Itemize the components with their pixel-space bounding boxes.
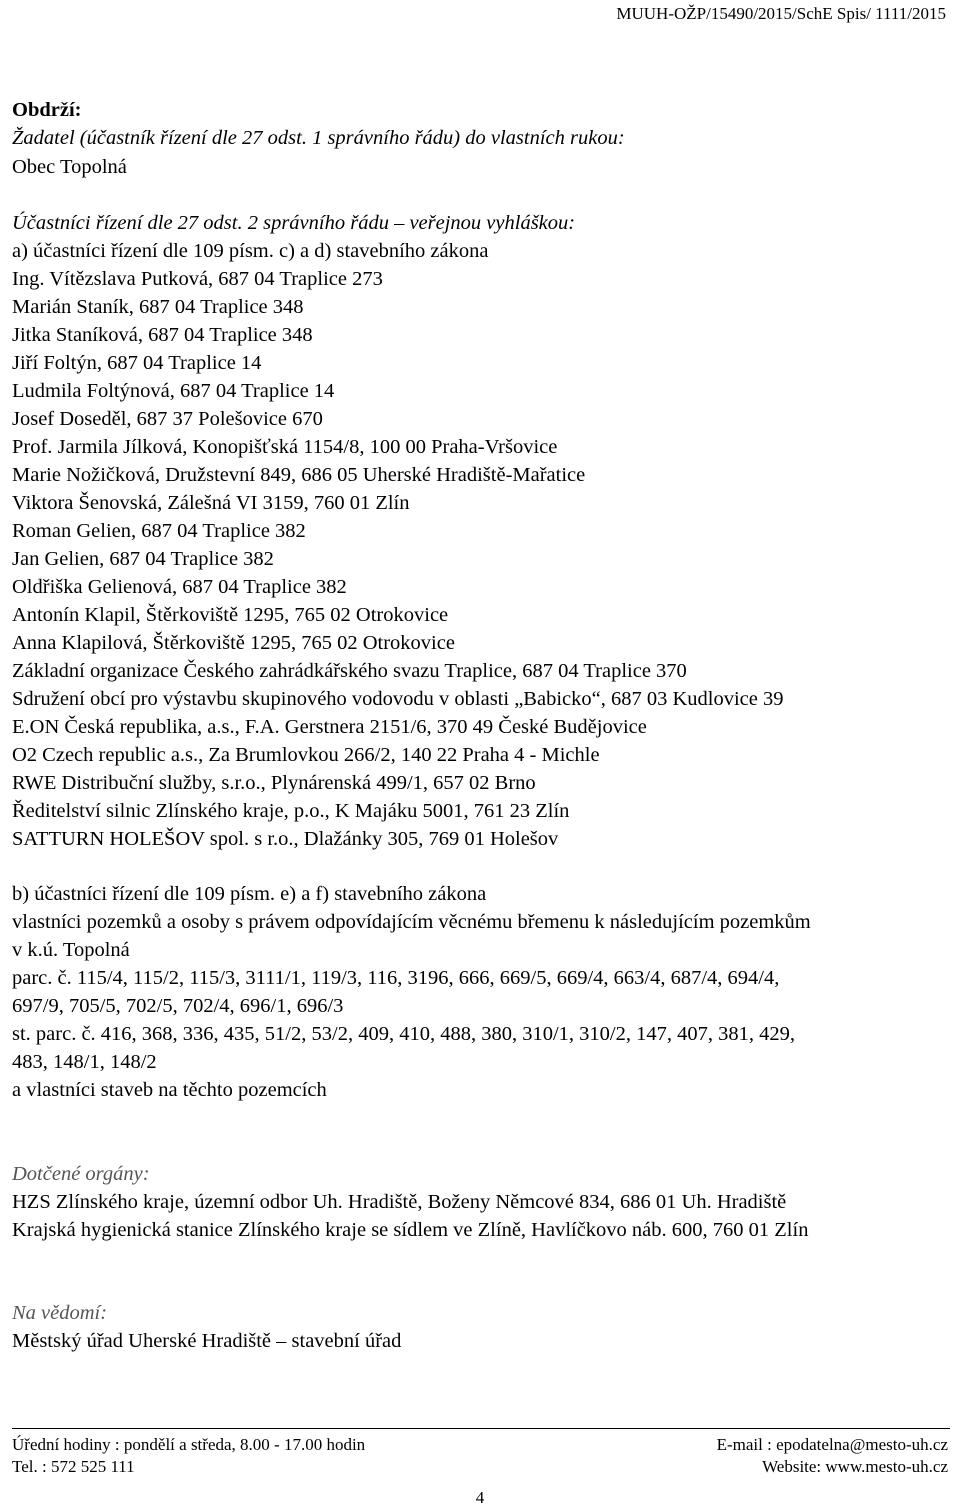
list-item: Ludmila Foltýnová, 687 04 Traplice 14 xyxy=(12,380,335,402)
list-item: Antonín Klapil, Štěrkoviště 1295, 765 02 Otrokovice xyxy=(12,604,449,626)
list-item: Viktora Šenovská, Zálešná VI 3159, 760 01 Zlín xyxy=(12,492,410,514)
group-a-heading: a) účastníci řízení dle 109 písm. c) a d) stavebního zákona xyxy=(12,240,489,262)
list-item: parc. č. 115/4, 115/2, 115/3, 3111/1, 119/3, 116, 3196, 666, 669/5, 669/4, 663/4, 687/4, 694/4, xyxy=(12,967,780,989)
list-item: Ředitelství silnic Zlínského kraje, p.o., K Majáku 5001, 761 23 Zlín xyxy=(12,800,570,822)
list-item: Ing. Vítězslava Putková, 687 04 Traplice 273 xyxy=(12,268,383,290)
list-item: Prof. Jarmila Jílková, Konopišťská 1154/8, 100 00 Praha-Vršovice xyxy=(12,436,558,458)
for-information-heading: Na vědomí: xyxy=(12,1302,108,1324)
list-item: E.ON Česká republika, a.s., F.A. Gerstnera 2151/6, 370 49 České Budějovice xyxy=(12,716,647,738)
footer-email: E-mail : epodatelna@mesto-uh.cz xyxy=(716,1435,948,1454)
list-item: Josef Doseděl, 687 37 Polešovice 670 xyxy=(12,408,323,430)
list-item: Městský úřad Uherské Hradiště – stavební úřad xyxy=(12,1330,402,1352)
recipients-heading: Obdrží: xyxy=(12,99,82,121)
list-item: Anna Klapilová, Štěrkoviště 1295, 765 02 Otrokovice xyxy=(12,632,455,654)
list-item: Základní organizace Českého zahrádkářského svazu Traplice, 687 04 Traplice 370 xyxy=(12,660,687,682)
applicant-name: Obec Topolná xyxy=(12,156,127,178)
list-item: 483, 148/1, 148/2 xyxy=(12,1051,157,1073)
list-item: v k.ú. Topolná xyxy=(12,939,130,961)
list-item: RWE Distribuční služby, s.r.o., Plynárenská 499/1, 657 02 Brno xyxy=(12,772,536,794)
group-b-heading: b) účastníci řízení dle 109 písm. e) a f) stavebního zákona xyxy=(12,883,487,905)
list-item: a vlastníci staveb na těchto pozemcích xyxy=(12,1079,327,1101)
list-item: O2 Czech republic a.s., Za Brumlovkou 266/2, 140 22 Praha 4 - Michle xyxy=(12,744,600,766)
document-reference: MUUH-OŽP/15490/2015/SchE Spis/ 1111/2015 xyxy=(616,4,946,23)
footer-phone: Tel. : 572 525 111 xyxy=(12,1457,135,1476)
list-item: Jiří Foltýn, 687 04 Traplice 14 xyxy=(12,352,262,374)
list-item: Marián Staník, 687 04 Traplice 348 xyxy=(12,296,304,318)
list-item: SATTURN HOLEŠOV spol. s r.o., Dlažánky 305, 769 01 Holešov xyxy=(12,828,559,850)
list-item: Oldřiška Gelienová, 687 04 Traplice 382 xyxy=(12,576,347,598)
affected-bodies-heading: Dotčené orgány: xyxy=(12,1163,150,1185)
list-item: 697/9, 705/5, 702/5, 702/4, 696/1, 696/3 xyxy=(12,995,344,1017)
list-item: HZS Zlínského kraje, územní odbor Uh. Hradiště, Boženy Němcové 834, 686 01 Uh. Hradiště xyxy=(12,1191,787,1213)
list-item: Roman Gelien, 687 04 Traplice 382 xyxy=(12,520,306,542)
list-item: st. parc. č. 416, 368, 336, 435, 51/2, 53/2, 409, 410, 488, 380, 310/1, 310/2, 147, 407, 381, 429, xyxy=(12,1023,795,1045)
participants-heading: Účastníci řízení dle 27 odst. 2 správního řádu – veřejnou vyhláškou: xyxy=(12,212,576,234)
list-item: vlastníci pozemků a osoby s právem odpovídajícím věcnému břemenu k následujícím pozemkům xyxy=(12,911,811,933)
list-item: Jan Gelien, 687 04 Traplice 382 xyxy=(12,548,274,570)
applicant-heading: Žadatel (účastník řízení dle 27 odst. 1 správního řádu) do vlastních rukou: xyxy=(12,127,625,149)
list-item: Krajská hygienická stanice Zlínského kraje se sídlem ve Zlíně, Havlíčkovo náb. 600, 760 01 Zlín xyxy=(12,1219,809,1241)
footer-divider xyxy=(12,1428,950,1429)
page-number: 4 xyxy=(475,1488,485,1507)
list-item: Sdružení obcí pro výstavbu skupinového vodovodu v oblasti „Babicko“, 687 03 Kudlovice 39 xyxy=(12,688,784,710)
list-item: Marie Nožičková, Družstevní 849, 686 05 Uherské Hradiště-Mařatice xyxy=(12,464,586,486)
footer-office-hours: Úřední hodiny : pondělí a středa, 8.00 - 17.00 hodin xyxy=(12,1435,366,1454)
footer-website: Website: www.mesto-uh.cz xyxy=(762,1457,948,1476)
list-item: Jitka Staníková, 687 04 Traplice 348 xyxy=(12,324,313,346)
